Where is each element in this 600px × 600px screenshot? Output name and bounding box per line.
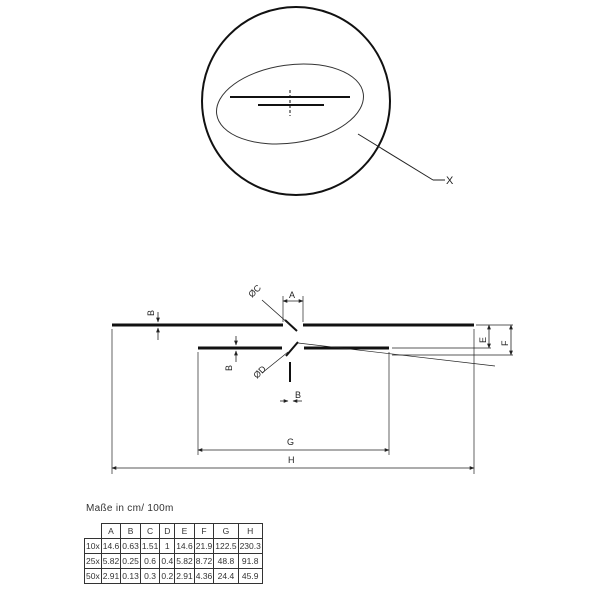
row-label: 50x: [85, 569, 102, 584]
header-cell: F: [194, 524, 214, 539]
hole-d-diagonal: [286, 342, 298, 356]
header-cell: C: [140, 524, 160, 539]
label-g: G: [287, 437, 295, 447]
label-b-upper: B: [146, 309, 156, 316]
table-corner-cell: [85, 524, 102, 539]
table-cell: 0.25: [121, 554, 141, 569]
table-cell: 0.2: [160, 569, 175, 584]
table-row: [85, 554, 263, 569]
header-cell: D: [160, 524, 175, 539]
leader-c: [262, 300, 289, 324]
section-drawing: [112, 282, 513, 474]
table-cell: 2.91: [175, 569, 195, 584]
table-cell: 4.36: [194, 569, 214, 584]
label-h: H: [288, 455, 295, 465]
table-cell: 14.6: [175, 539, 195, 554]
label-dia-c: ØC: [246, 282, 263, 300]
row-label: 10x: [85, 539, 102, 554]
table-cell: 5.82: [101, 554, 121, 569]
table-cell: 2.91: [101, 569, 121, 584]
table-caption: Maße in cm/ 100m: [86, 503, 174, 514]
table-row: [85, 569, 263, 584]
table-cell: 14.6: [101, 539, 121, 554]
label-f: F: [500, 340, 510, 346]
table-cell: 48.8: [214, 554, 238, 569]
table-cell: 45.9: [238, 569, 262, 584]
table-cell: 1.51: [140, 539, 160, 554]
dimension-table: [84, 523, 263, 584]
table-cell: 0.4: [160, 554, 175, 569]
table-cell: 5.82: [175, 554, 195, 569]
table-cell: 0.63: [121, 539, 141, 554]
label-a: A: [289, 290, 296, 300]
row-label: 25x: [85, 554, 102, 569]
label-b-small: B: [295, 390, 302, 400]
header-cell: G: [214, 524, 238, 539]
header-cell: E: [175, 524, 195, 539]
label-x: X: [446, 175, 454, 187]
table-row: [85, 539, 263, 554]
leader-line-x: [358, 134, 433, 180]
table-cell: 24.4: [214, 569, 238, 584]
table-cell: 1: [160, 539, 175, 554]
detail-view: [202, 7, 454, 195]
header-cell: H: [238, 524, 262, 539]
table-cell: 230.3: [238, 539, 262, 554]
header-cell: B: [121, 524, 141, 539]
table-cell: 122.5: [214, 539, 238, 554]
table-cell: 21.9: [194, 539, 214, 554]
label-b-lower: B: [224, 364, 234, 371]
table-cell: 0.13: [121, 569, 141, 584]
detail-circle: [202, 7, 390, 195]
ext-slant: [298, 343, 495, 366]
table-cell: 0.6: [140, 554, 160, 569]
table-cell: 8.72: [194, 554, 214, 569]
label-e: E: [478, 336, 488, 343]
table-header-row: [85, 524, 263, 539]
table-cell: 91.8: [238, 554, 262, 569]
header-cell: A: [101, 524, 121, 539]
label-dia-d: ØD: [251, 363, 268, 381]
table-cell: 0.3: [140, 569, 160, 584]
